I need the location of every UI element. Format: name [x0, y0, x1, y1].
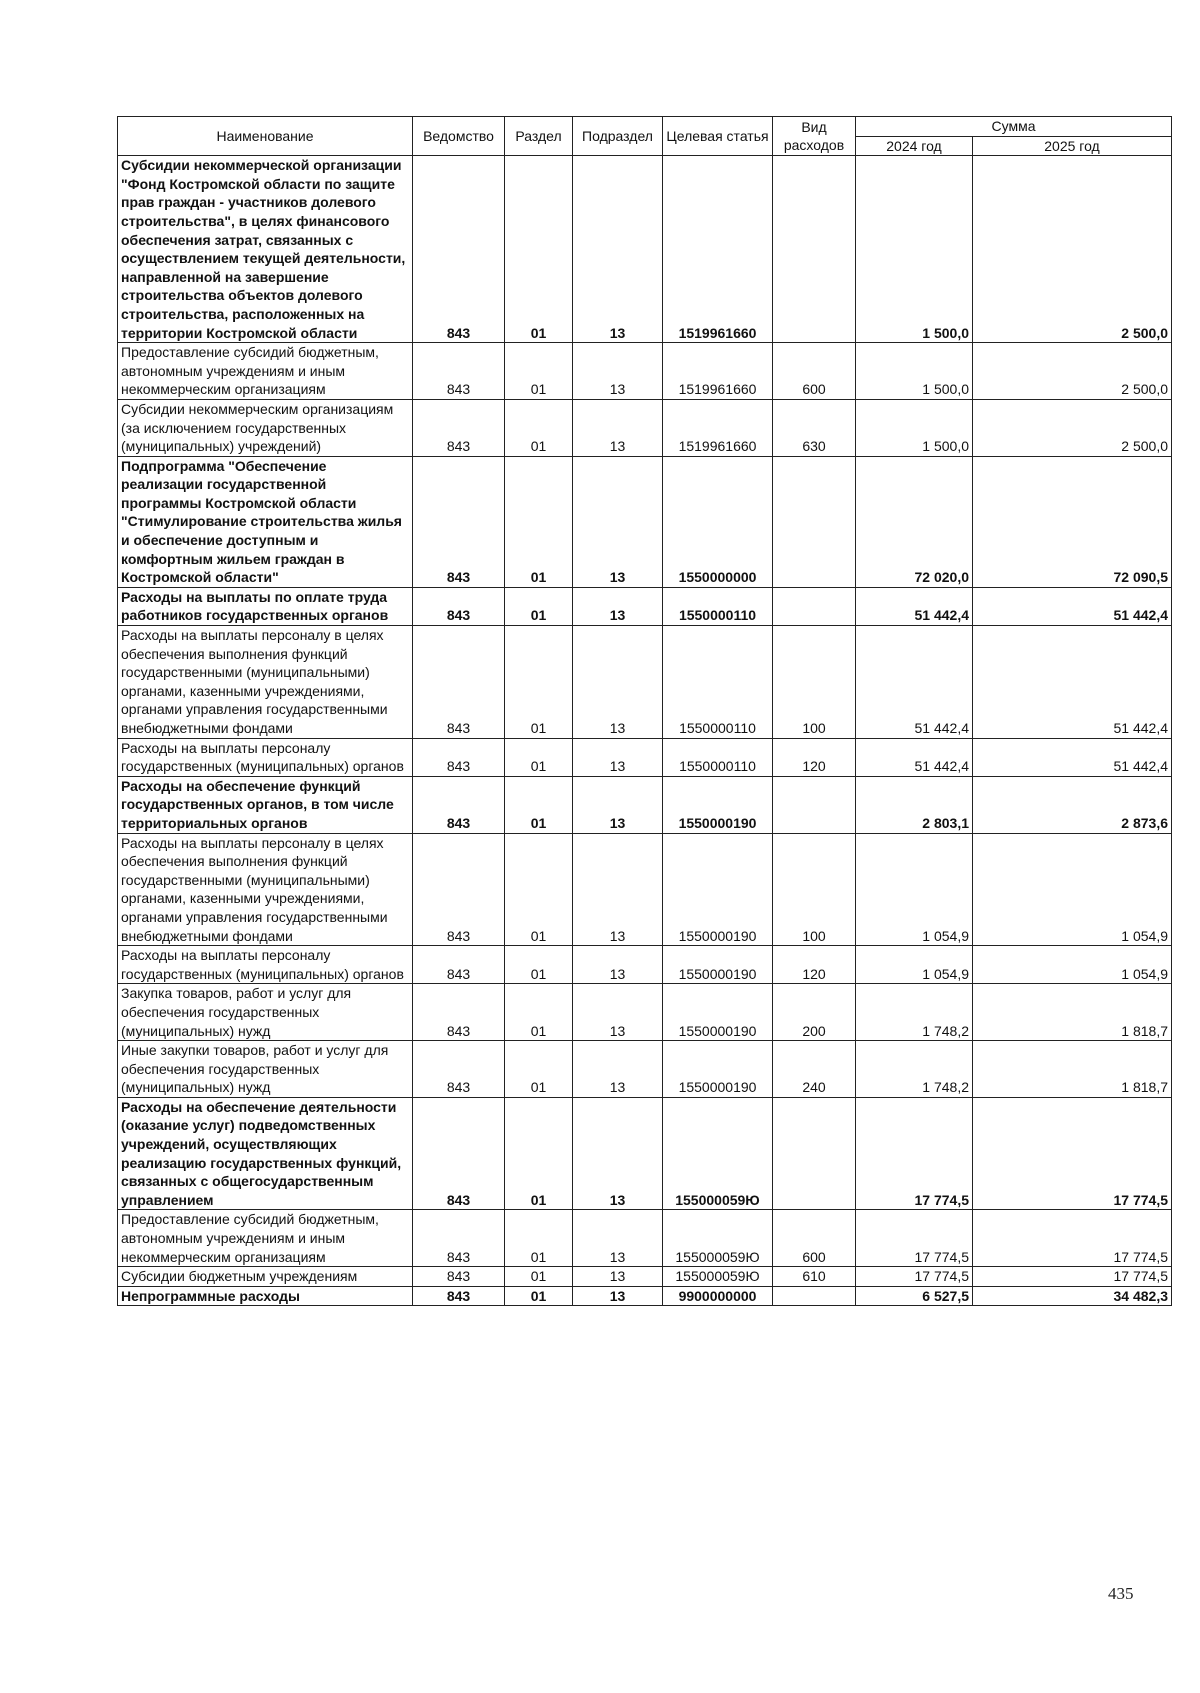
- cell-name: Предоставление субсидий бюджетным, автономным учреждениям и иным некоммерческим организациям: [118, 1210, 413, 1267]
- cell-name: Расходы на выплаты персоналу в целях обеспечения выполнения функций государственными (муниципальными) органами, казенными учреждениями, органами управления государственными внебюджетными фондами: [118, 626, 413, 739]
- cell-vid: 600: [773, 343, 856, 400]
- cell-vid: 240: [773, 1041, 856, 1098]
- cell-sum-2024: 2 803,1: [856, 776, 973, 833]
- cell-podrazdel: 13: [573, 1286, 663, 1306]
- cell-name: Субсидии некоммерческим организациям (за исключением государственных (муниципальных) учреждений): [118, 399, 413, 456]
- cell-sum-2025: 51 442,4: [973, 738, 1172, 776]
- cell-razdel: 01: [505, 1097, 573, 1210]
- cell-sum-2025: 2 500,0: [973, 399, 1172, 456]
- cell-sum-2025: 17 774,5: [973, 1210, 1172, 1267]
- cell-name: Иные закупки товаров, работ и услуг для обеспечения государственных (муниципальных) нужд: [118, 1041, 413, 1098]
- cell-target: 1550000190: [663, 1041, 773, 1098]
- header-vid: Вид расходов: [773, 117, 856, 156]
- budget-sheet: [117, 116, 1171, 1306]
- cell-razdel: 01: [505, 946, 573, 984]
- cell-sum-2025: 2 873,6: [973, 776, 1172, 833]
- cell-target: 1550000190: [663, 946, 773, 984]
- cell-name: Расходы на обеспечение деятельности (оказание услуг) подведомственных учреждений, осуществляющих реализацию государственных функций, связанных с общегосударственным управлением: [118, 1097, 413, 1210]
- cell-razdel: 01: [505, 776, 573, 833]
- cell-name: Расходы на обеспечение функций государственных органов, в том числе территориальных органов: [118, 776, 413, 833]
- cell-vid: [773, 456, 856, 587]
- cell-vid: 100: [773, 833, 856, 946]
- cell-sum-2024: 72 020,0: [856, 456, 973, 587]
- cell-vedomstvo: 843: [413, 343, 505, 400]
- cell-vedomstvo: 843: [413, 984, 505, 1041]
- cell-podrazdel: 13: [573, 399, 663, 456]
- header-target: Целевая статья: [663, 117, 773, 156]
- table-row: [118, 399, 1172, 456]
- cell-sum-2024: 1 500,0: [856, 343, 973, 400]
- table-body: [118, 156, 1172, 1306]
- cell-target: 1519961660: [663, 343, 773, 400]
- cell-vedomstvo: 843: [413, 946, 505, 984]
- cell-razdel: 01: [505, 626, 573, 739]
- cell-vid: 630: [773, 399, 856, 456]
- cell-razdel: 01: [505, 587, 573, 625]
- table-row: [118, 1210, 1172, 1267]
- cell-target: 1550000190: [663, 833, 773, 946]
- cell-vid: 610: [773, 1267, 856, 1287]
- cell-podrazdel: 13: [573, 833, 663, 946]
- cell-target: 1550000190: [663, 984, 773, 1041]
- table-row: [118, 626, 1172, 739]
- cell-podrazdel: 13: [573, 343, 663, 400]
- table-row: [118, 984, 1172, 1041]
- cell-vedomstvo: 843: [413, 587, 505, 625]
- cell-name: Расходы на выплаты персоналу государственных (муниципальных) органов: [118, 946, 413, 984]
- cell-vid: [773, 776, 856, 833]
- cell-target: 1550000110: [663, 738, 773, 776]
- cell-name: Непрограммные расходы: [118, 1286, 413, 1306]
- cell-sum-2025: 2 500,0: [973, 343, 1172, 400]
- cell-razdel: 01: [505, 1210, 573, 1267]
- cell-vid: [773, 1097, 856, 1210]
- cell-sum-2024: 6 527,5: [856, 1286, 973, 1306]
- cell-sum-2024: 51 442,4: [856, 587, 973, 625]
- cell-podrazdel: 13: [573, 456, 663, 587]
- table-row: [118, 456, 1172, 587]
- cell-target: 1519961660: [663, 156, 773, 343]
- cell-target: 1550000000: [663, 456, 773, 587]
- cell-sum-2024: 1 500,0: [856, 399, 973, 456]
- cell-podrazdel: 13: [573, 984, 663, 1041]
- cell-name: Расходы на выплаты по оплате труда работников государственных органов: [118, 587, 413, 625]
- cell-sum-2025: 1 818,7: [973, 1041, 1172, 1098]
- cell-razdel: 01: [505, 399, 573, 456]
- cell-target: 155000059Ю: [663, 1097, 773, 1210]
- cell-sum-2025: 72 090,5: [973, 456, 1172, 587]
- header-summa: Сумма: [856, 117, 1172, 137]
- cell-vid: [773, 1286, 856, 1306]
- cell-podrazdel: 13: [573, 626, 663, 739]
- cell-podrazdel: 13: [573, 738, 663, 776]
- cell-target: 155000059Ю: [663, 1267, 773, 1287]
- cell-sum-2025: 17 774,5: [973, 1097, 1172, 1210]
- cell-target: 1550000190: [663, 776, 773, 833]
- cell-razdel: 01: [505, 156, 573, 343]
- cell-name: Подпрограмма "Обеспечение реализации государственной программы Костромской области "Стимулирование строительства жилья и обеспечение доступным и комфортным жильем граждан в Костромской области": [118, 456, 413, 587]
- cell-podrazdel: 13: [573, 587, 663, 625]
- cell-name: Расходы на выплаты персоналу в целях обеспечения выполнения функций государственными (муниципальными) органами, казенными учреждениями, органами управления государственными внебюджетными фондами: [118, 833, 413, 946]
- cell-vid: 120: [773, 946, 856, 984]
- cell-sum-2025: 51 442,4: [973, 626, 1172, 739]
- cell-podrazdel: 13: [573, 776, 663, 833]
- cell-vedomstvo: 843: [413, 1041, 505, 1098]
- cell-sum-2025: 17 774,5: [973, 1267, 1172, 1287]
- table-row: [118, 1041, 1172, 1098]
- cell-sum-2025: 1 054,9: [973, 833, 1172, 946]
- cell-name: Расходы на выплаты персоналу государственных (муниципальных) органов: [118, 738, 413, 776]
- table-row: [118, 1286, 1172, 1306]
- cell-sum-2024: 1 748,2: [856, 1041, 973, 1098]
- header-razdel: Раздел: [505, 117, 573, 156]
- header-name: Наименование: [118, 117, 413, 156]
- cell-podrazdel: 13: [573, 1097, 663, 1210]
- cell-target: 155000059Ю: [663, 1210, 773, 1267]
- cell-vedomstvo: 843: [413, 1286, 505, 1306]
- table-row: [118, 776, 1172, 833]
- cell-vedomstvo: 843: [413, 626, 505, 739]
- cell-target: 1519961660: [663, 399, 773, 456]
- table-row: [118, 587, 1172, 625]
- cell-razdel: 01: [505, 738, 573, 776]
- cell-sum-2024: 17 774,5: [856, 1097, 973, 1210]
- header-vedomstvo: Ведомство: [413, 117, 505, 156]
- cell-vedomstvo: 843: [413, 1210, 505, 1267]
- cell-sum-2024: 17 774,5: [856, 1210, 973, 1267]
- header-year-2025: 2025 год: [973, 136, 1172, 156]
- cell-sum-2025: 34 482,3: [973, 1286, 1172, 1306]
- cell-vid: 120: [773, 738, 856, 776]
- cell-sum-2024: 17 774,5: [856, 1267, 973, 1287]
- table-row: [118, 833, 1172, 946]
- header-year-2024: 2024 год: [856, 136, 973, 156]
- cell-vedomstvo: 843: [413, 456, 505, 587]
- cell-podrazdel: 13: [573, 1267, 663, 1287]
- cell-podrazdel: 13: [573, 156, 663, 343]
- cell-vedomstvo: 843: [413, 833, 505, 946]
- cell-vedomstvo: 843: [413, 1097, 505, 1210]
- cell-sum-2025: 51 442,4: [973, 587, 1172, 625]
- cell-target: 1550000110: [663, 626, 773, 739]
- cell-sum-2024: 1 054,9: [856, 946, 973, 984]
- cell-vid: 200: [773, 984, 856, 1041]
- cell-podrazdel: 13: [573, 946, 663, 984]
- table-row: [118, 1267, 1172, 1287]
- cell-razdel: 01: [505, 1286, 573, 1306]
- cell-podrazdel: 13: [573, 1210, 663, 1267]
- cell-name: Закупка товаров, работ и услуг для обеспечения государственных (муниципальных) нужд: [118, 984, 413, 1041]
- cell-razdel: 01: [505, 343, 573, 400]
- table-row: [118, 738, 1172, 776]
- cell-sum-2024: 51 442,4: [856, 626, 973, 739]
- cell-vedomstvo: 843: [413, 399, 505, 456]
- page-number: 435: [1108, 1584, 1134, 1603]
- table-row: [118, 946, 1172, 984]
- cell-name: Субсидии бюджетным учреждениям: [118, 1267, 413, 1287]
- cell-sum-2025: 2 500,0: [973, 156, 1172, 343]
- table-row: [118, 156, 1172, 343]
- cell-vid: 600: [773, 1210, 856, 1267]
- table-row: [118, 1097, 1172, 1210]
- cell-razdel: 01: [505, 1041, 573, 1098]
- cell-vid: [773, 156, 856, 343]
- cell-sum-2025: 1 818,7: [973, 984, 1172, 1041]
- table-row: [118, 343, 1172, 400]
- cell-razdel: 01: [505, 1267, 573, 1287]
- cell-target: 9900000000: [663, 1286, 773, 1306]
- cell-name: Предоставление субсидий бюджетным, автономным учреждениям и иным некоммерческим организациям: [118, 343, 413, 400]
- cell-razdel: 01: [505, 456, 573, 587]
- cell-sum-2025: 1 054,9: [973, 946, 1172, 984]
- cell-vedomstvo: 843: [413, 776, 505, 833]
- cell-vedomstvo: 843: [413, 156, 505, 343]
- cell-vid: 100: [773, 626, 856, 739]
- budget-table: [117, 116, 1172, 1306]
- cell-sum-2024: 1 054,9: [856, 833, 973, 946]
- cell-sum-2024: 51 442,4: [856, 738, 973, 776]
- header-podrazdel: Подраздел: [573, 117, 663, 156]
- cell-vedomstvo: 843: [413, 738, 505, 776]
- cell-vedomstvo: 843: [413, 1267, 505, 1287]
- cell-sum-2024: 1 500,0: [856, 156, 973, 343]
- cell-vid: [773, 587, 856, 625]
- cell-name: Субсидии некоммерческой организации "Фонд Костромской области по защите прав граждан - участников долевого строительства", в целях финансового обеспечения затрат, связанных с осуществлением текущей деятельности, направленной на завершение строительства объектов долевого строительства, расположенных на территории Костромской области: [118, 156, 413, 343]
- cell-sum-2024: 1 748,2: [856, 984, 973, 1041]
- cell-razdel: 01: [505, 984, 573, 1041]
- cell-target: 1550000110: [663, 587, 773, 625]
- cell-razdel: 01: [505, 833, 573, 946]
- cell-podrazdel: 13: [573, 1041, 663, 1098]
